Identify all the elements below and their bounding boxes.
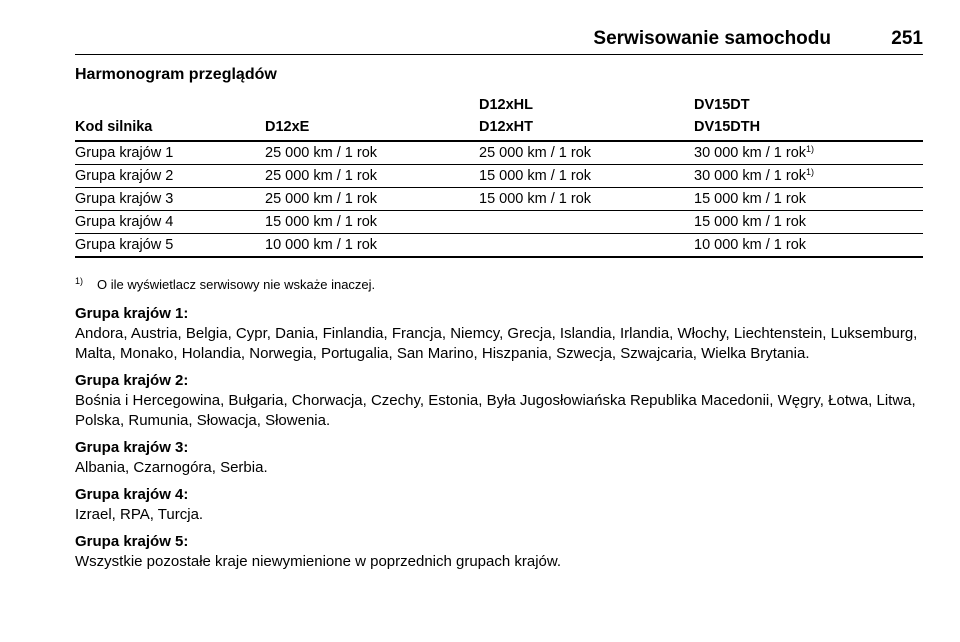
table-cell [694, 141, 923, 165]
table-cell [265, 188, 479, 211]
table-row [75, 165, 923, 188]
cell-value: Grupa krajów 3 [75, 191, 174, 207]
table-cell [479, 234, 694, 258]
country-group [75, 485, 935, 525]
table-cell [75, 211, 265, 234]
cell-value: 15 000 km / 1 rok [479, 168, 592, 184]
page-number: 251 [891, 28, 923, 49]
group-countries: Wszystkie pozostałe kraje niewymienione w poprzednich grupach krajów. [75, 553, 562, 570]
table-cell [265, 165, 479, 188]
column-header [694, 94, 923, 141]
column-header-label: D12xHL [479, 97, 533, 113]
column-header [265, 94, 479, 141]
cell-value: Grupa krajów 1 [75, 145, 174, 161]
table-cell [265, 141, 479, 165]
table-cell [75, 234, 265, 258]
country-group [75, 438, 935, 478]
column-header-label: Kod silnika [75, 119, 153, 135]
cell-value: 30 000 km / 1 rok [694, 145, 807, 161]
table-row [75, 188, 923, 211]
table-cell [75, 188, 265, 211]
cell-value: 25 000 km / 1 rok [265, 168, 378, 184]
table-cell [694, 165, 923, 188]
cell-value: 25 000 km / 1 rok [265, 191, 378, 207]
footnote-ref: 1) [806, 144, 815, 154]
cell-value: 15 000 km / 1 rok [479, 191, 592, 207]
table-cell [265, 211, 479, 234]
table-row [75, 141, 923, 165]
country-group [75, 371, 935, 431]
column-header-label: DV15DTH [694, 119, 761, 135]
table-cell [479, 165, 694, 188]
table-header-row [75, 94, 923, 141]
cell-value: 25 000 km / 1 rok [265, 145, 378, 161]
group-title: Grupa krajów 5: [75, 533, 189, 550]
table-cell [479, 188, 694, 211]
cell-value: 15 000 km / 1 rok [694, 214, 807, 230]
service-schedule-table [75, 94, 923, 258]
footnote [75, 276, 375, 292]
table-cell [479, 211, 694, 234]
chapter-title: Serwisowanie samochodu [593, 28, 831, 49]
cell-value: 15 000 km / 1 rok [265, 214, 378, 230]
table-row [75, 234, 923, 258]
cell-value: Grupa krajów 5 [75, 237, 174, 253]
column-header [75, 94, 265, 141]
table-cell [479, 141, 694, 165]
column-header-label: D12xHT [479, 119, 533, 135]
table-body [75, 141, 923, 257]
cell-value: Grupa krajów 4 [75, 214, 174, 230]
group-countries: Andora, Austria, Belgia, Cypr, Dania, Finlandia, Francja, Niemcy, Grecja, Islandia, Irlandia, Włochy, Liechtenstein, Luksemburg, Malta, Monako, Holandia, Norwegia, Portugalia, San Marino, Hiszpania, Szwecja, Szwajcaria, Wielka Brytania. [75, 325, 918, 362]
group-title: Grupa krajów 2: [75, 372, 189, 389]
group-title: Grupa krajów 4: [75, 486, 189, 503]
column-header-label: D12xE [265, 119, 310, 135]
table-cell [75, 141, 265, 165]
group-title: Grupa krajów 1: [75, 305, 189, 322]
table-cell [265, 234, 479, 258]
column-header [479, 94, 694, 141]
group-countries: Izrael, RPA, Turcja. [75, 506, 204, 523]
cell-value: 15 000 km / 1 rok [694, 191, 807, 207]
country-groups [75, 304, 935, 579]
table-cell [694, 234, 923, 258]
cell-value: 30 000 km / 1 rok [694, 168, 807, 184]
group-countries: Albania, Czarnogóra, Serbia. [75, 459, 268, 476]
footnote-mark: 1) [75, 276, 84, 286]
table-row [75, 211, 923, 234]
country-group [75, 304, 935, 364]
table-cell [694, 188, 923, 211]
footnote-text: O ile wyświetlacz serwisowy nie wskaże inaczej. [97, 277, 376, 292]
table-cell [75, 165, 265, 188]
country-group [75, 532, 935, 572]
cell-value: 25 000 km / 1 rok [479, 145, 592, 161]
column-header-label: DV15DT [694, 97, 750, 113]
cell-value: 10 000 km / 1 rok [694, 237, 807, 253]
section-title: Harmonogram przeglądów [75, 66, 277, 83]
group-title: Grupa krajów 3: [75, 439, 189, 456]
page-header [75, 28, 923, 55]
footnote-ref: 1) [806, 167, 815, 177]
group-countries: Bośnia i Hercegowina, Bułgaria, Chorwacja, Czechy, Estonia, Była Jugosłowiańska Republika Macedonii, Węgry, Łotwa, Litwa, Polska, Rumunia, Słowacja, Słowenia. [75, 392, 916, 429]
cell-value: 10 000 km / 1 rok [265, 237, 378, 253]
table-cell [694, 211, 923, 234]
cell-value: Grupa krajów 2 [75, 168, 174, 184]
